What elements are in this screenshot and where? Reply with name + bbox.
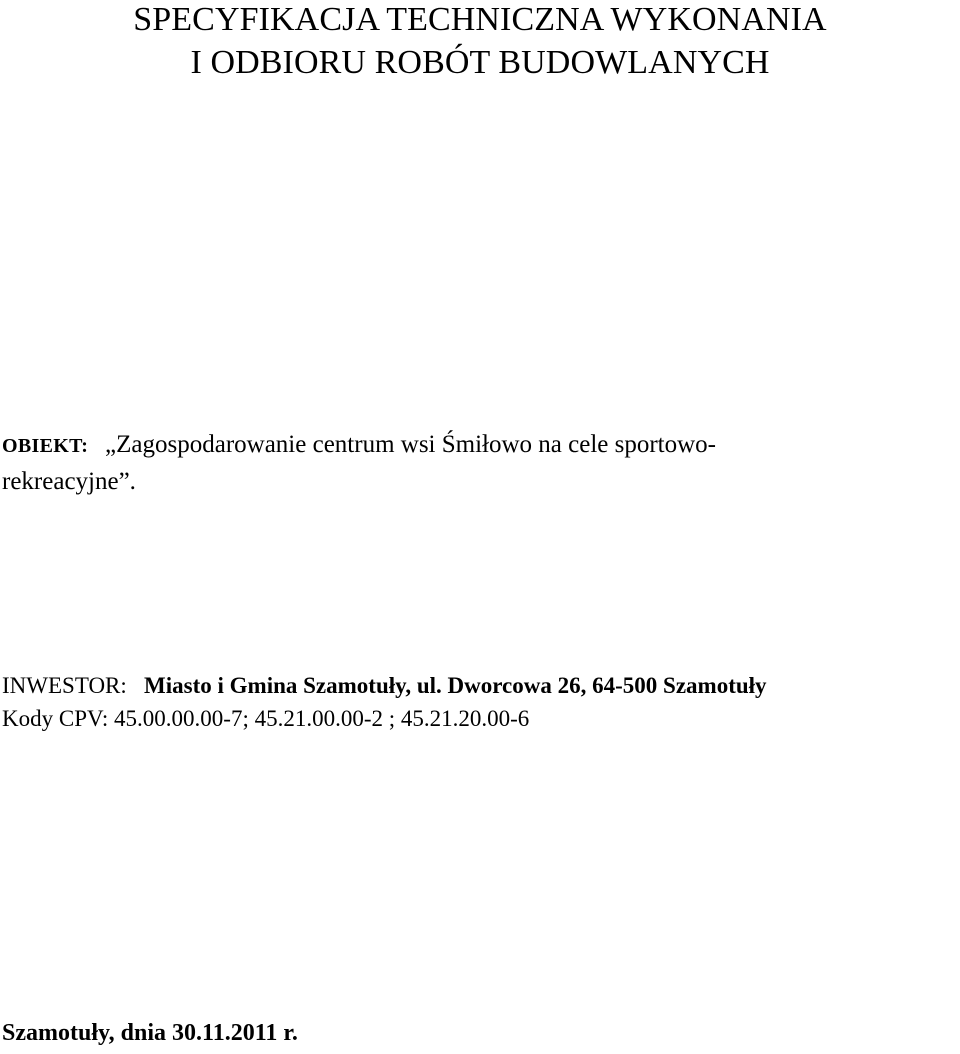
obiekt-name-part-1: „Zagospodarowanie centrum wsi Śmiłowo na cele sportowo- — [105, 431, 716, 458]
inwestor-section — [2, 669, 960, 702]
document-title-line-1: SPECYFIKACJA TECHNICZNA WYKONANIA — [133, 1, 827, 38]
document-title-line-2: I ODBIORU ROBÓT BUDOWLANYCH — [190, 44, 770, 81]
obiekt-section — [2, 427, 952, 500]
place-and-date: Szamotuły, dnia 30.11.2011 r. — [2, 1020, 298, 1046]
inwestor-value: Miasto i Gmina Szamotuły, ul. Dworcowa 26, 64-500 Szamotuły — [144, 673, 767, 698]
obiekt-label: OBIEKT: — [2, 435, 99, 457]
obiekt-name-part-2: rekreacyjne”. — [2, 468, 136, 495]
cpv-codes: Kody CPV: 45.00.00.00-7; 45.21.00.00-2 ; 45.21.20.00-6 — [2, 706, 530, 731]
obiekt-first-line — [2, 427, 952, 464]
inwestor-label: INWESTOR: — [2, 673, 139, 698]
